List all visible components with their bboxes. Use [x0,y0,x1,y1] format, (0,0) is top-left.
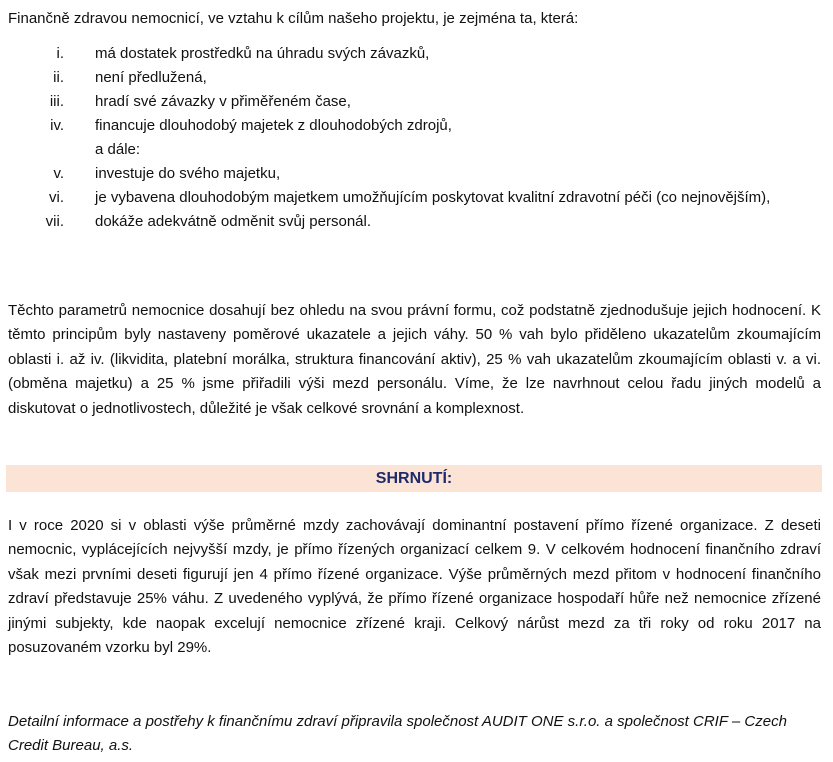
list-item-number: vii. [45,213,64,230]
list-item-text: dokáže adekvátně odměnit svůj personál. [95,213,372,230]
list-item [8,210,821,234]
parameters-paragraph: Těchto parametrů nemocnice dosahují bez ohledu na svou právní formu, což podstatně zjednodušuje jejich hodnocení. K těmto principům byly nastaveny poměrové ukazatele a jejich váhy. 50 % vah bylo přiděleno ukazatelům zkoumajícím oblasti i. až iv. (likvidita, platební morálka, struktura financování aktiv), 25 % vah ukazatelům zkoumajícím oblasti v. a vi. (obměna majetku) a 25 % jsme přiřadili výši mezd personálu. Víme, že lze navrhnout celou řadu jiných modelů a diskutovat o jednotlivostech, důležité je však celkové srovnání a komplexnost. [8,302,821,417]
list-item [8,162,821,186]
list-item [8,66,821,90]
list-item [8,114,821,138]
list-item-number: ii. [53,69,64,86]
list-item [8,42,821,66]
footer-note: Detailní informace a postřehy k finančnímu zdraví připravila společnost AUDIT ONE s.r.o. a společnost CRIF – Czech Credit Bureau, a.s. [8,713,787,754]
list-item-text: hradí své závazky v přiměřeném čase, [95,93,351,110]
intro-text: Finančně zdravou nemocnicí, ve vztahu k cílům našeho projektu, je zejména ta, která: [8,10,579,27]
list-item [8,186,821,210]
list-item-number: i. [56,45,64,62]
list-item-number: iii. [49,93,64,110]
list-item-number: v. [53,165,64,182]
list-item [8,90,821,114]
summary-heading-bar [6,465,822,492]
list-item-text: financuje dlouhodobý majetek z dlouhodobých zdrojů, [95,117,452,134]
summary-title: SHRNUTÍ: [375,470,453,487]
list-item-text: investuje do svého majetku, [95,165,281,182]
list-item-text: není předlužená, [95,69,207,86]
list-item-text: je vybavena dlouhodobým majetkem umožňujícím poskytovat kvalitní zdravotní péči (co nejnovějším), [95,189,771,206]
summary-paragraph: I v roce 2020 si v oblasti výše průměrné mzdy zachovávají dominantní postavení přímo řízené organizace. Z deseti nemocnic, vyplácejících nejvyšší mzdy, je přímo řízených organizací celkem 9. V celkovém hodnocení finančního zdraví však mezi prvními deseti figurují jen 4 přímo řízené organizace. Výše průměrných mezd přitom v hodnocení finančního zdraví představuje 25% váhu. Z uvedeného vyplývá, že přímo řízené organizace hospodaří hůře než nemocnice zřízené jinými subjekty, kde naopak excelují nemocnice zřízené kraji. Celkový nárůst mezd za tři roky od roku 2017 na posuzovaném vzorku byl 29%. [8,517,821,657]
list-item-number: vi. [49,189,64,206]
list-item-number: iv. [50,117,64,134]
list-item [8,138,821,162]
list-item-text: a dále: [95,141,141,158]
criteria-list [8,42,821,234]
list-item-text: má dostatek prostředků na úhradu svých závazků, [95,45,430,62]
list-item-number [8,138,95,162]
